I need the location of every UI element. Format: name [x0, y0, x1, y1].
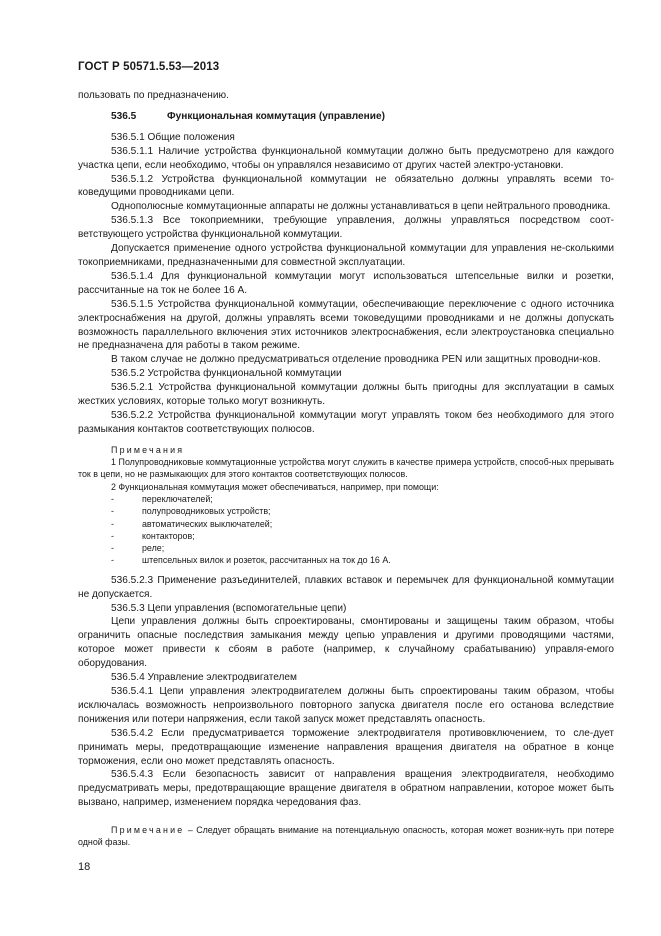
notes-block	[78, 444, 614, 567]
clause-536-5-2: 536.5.2 Устройства функциональной коммутации	[111, 368, 342, 380]
list-dash: -	[111, 543, 114, 554]
list-item	[78, 530, 614, 542]
clause-536-5-4-2: 536.5.4.2 Если предусматривается торможение электродвигателя противовключением, то сле-дует принимать меры, предотвращающие изменение направления вращения двигателя на обратное в конце торможения, если оно может представлять опасность.	[78, 727, 614, 767]
clause-536-5-1-1: 536.5.1.1 Наличие устройства функциональной коммутации должно быть предусмотрено для каждого участка цепи, если необходимо, чтобы он управлялся независимо от других частей электро-установки.	[78, 145, 614, 171]
page-number: 18	[78, 861, 91, 873]
list-item	[78, 505, 614, 517]
clause-536-5-4: 536.5.4 Управление электродвигателем	[111, 672, 297, 684]
paragraph-one-device: Допускается применение одного устройства функциональной коммутации для управления не-сколькими токоприемниками, предназначенными для совместной эксплуатации.	[78, 243, 614, 268]
clause-536-5-1: 536.5.1 Общие положения	[111, 131, 235, 143]
clause-536-5-3: 536.5.3 Цепи управления (вспомогательные цепи)	[111, 602, 347, 614]
list-item	[78, 542, 614, 554]
final-note	[78, 824, 614, 849]
clause-536-5-2-1: 536.5.2.1 Устройства функциональной коммутации должны быть пригодны для эксплуатации в самых жестких условиях, которые только могут возникнуть.	[78, 382, 614, 408]
clause-536-5-1-3: 536.5.1.3 Все токоприемники, требующие управления, должны управляться посредством соот-ветствующего устройства функциональной коммутации.	[78, 215, 614, 241]
list-dash: -	[111, 530, 114, 541]
clause-536-5-2-3: 536.5.2.3 Применение разъединителей, плавких вставок и перемычек для функциональной коммутации не допускается.	[78, 574, 614, 600]
list-dash: -	[111, 493, 114, 504]
final-note-body: – Следует обращать внимание на потенциальную опасность, которая может возник-нуть при потере одной фазы.	[78, 825, 614, 848]
clause-536-5-4-3: 536.5.4.3 Если безопасность зависит от направления вращения электродвигателя, необходимо предусматривать меры, предотвращающие вращение двигателя в обратном направлении, которое может быть вызвано, например, изменением порядка чередования фаз.	[78, 769, 614, 809]
document-header: ГОСТ Р 50571.5.53—2013	[78, 61, 220, 73]
final-note-text	[78, 824, 614, 849]
list-item-text: реле;	[142, 543, 165, 554]
clause-536-5-1-4: 536.5.1.4 Для функциональной коммутации могут использоваться штепсельные вилки и розетки, рассчитанные на ток не более 16 А.	[78, 270, 614, 296]
final-note-label: Примечание	[111, 825, 185, 836]
list-dash: -	[111, 506, 114, 517]
section-number: 536.5	[111, 110, 137, 122]
list-dash: -	[111, 518, 114, 529]
list-item-text: автоматических выключателей;	[142, 518, 273, 529]
paragraph-pen: В таком случае не должно предусматриваться отделение проводника PEN или защитных проводни-ков.	[111, 354, 601, 366]
paragraph-control-circuits: Цепи управления должны быть спроектированы, смонтированы и защищены таким образом, чтобы ограничить опасные последствия замыкания между цепью управления и другими проводящими частями, которое может привести к сбоям в работе (например, к случайному срабатыванию) управля-емого оборудования.	[78, 616, 614, 670]
list-item	[78, 493, 614, 505]
list-item-text: контакторов;	[142, 530, 195, 541]
section-heading	[111, 110, 614, 124]
clause-536-5-1-5: 536.5.1.5 Устройства функциональной коммутации, обеспечивающие переключение с одного источника электроснабжения на другой, должны управлять всеми токоведущими проводниками и не должны допускать возможность параллельного включения этих источников электроснабжения, если электроустановка специально не предназначена для работы в таком режиме.	[78, 298, 614, 352]
list-item-text: штепсельных вилок и розеток, рассчитанных на ток до 16 А.	[142, 555, 391, 566]
note-2: 2 Функциональная коммутация может обеспечиваться, например, при помощи:	[111, 481, 439, 492]
list-item	[78, 554, 614, 566]
clause-536-5-4-1: 536.5.4.1 Цепи управления электродвигателем должны быть спроектированы таким образом, чтобы исключалась возможность непроизвольного повторного запуска двигателя после его останова вследствие понижения или потери напряжения, если такой запуск может представлять опасность.	[78, 685, 614, 725]
notes-heading: Примечания	[111, 444, 185, 455]
list-item-text: полупроводниковых устройств;	[142, 506, 271, 517]
list-dash: -	[111, 555, 114, 566]
clause-536-5-2-2: 536.5.2.2 Устройства функциональной коммутации могут управлять током без необходимого для этого размыкания контактов соответствующих полюсов.	[78, 409, 614, 435]
page-body	[78, 89, 614, 849]
note-1: 1 Полупроводниковые коммутационные устройства могут служить в качестве примера устройств, способ-ных прерывать ток в цепи, но не размыкающих для этого контактов соответствующих полюсов.	[78, 457, 614, 480]
clause-536-5-1-2: 536.5.1.2 Устройства функциональной коммутации не обязательно должны управлять всеми то-коведущими проводниками цепи.	[78, 173, 614, 199]
list-item-text: переключателей;	[142, 493, 213, 504]
section-title: Функциональная коммутация (управление)	[167, 110, 385, 122]
list-item	[78, 518, 614, 530]
intro-text: пользовать по предназначению.	[78, 90, 229, 101]
paragraph-single-pole: Однополюсные коммутационные аппараты не должны устанавливаться в цепи нейтрального проводника.	[111, 201, 611, 213]
